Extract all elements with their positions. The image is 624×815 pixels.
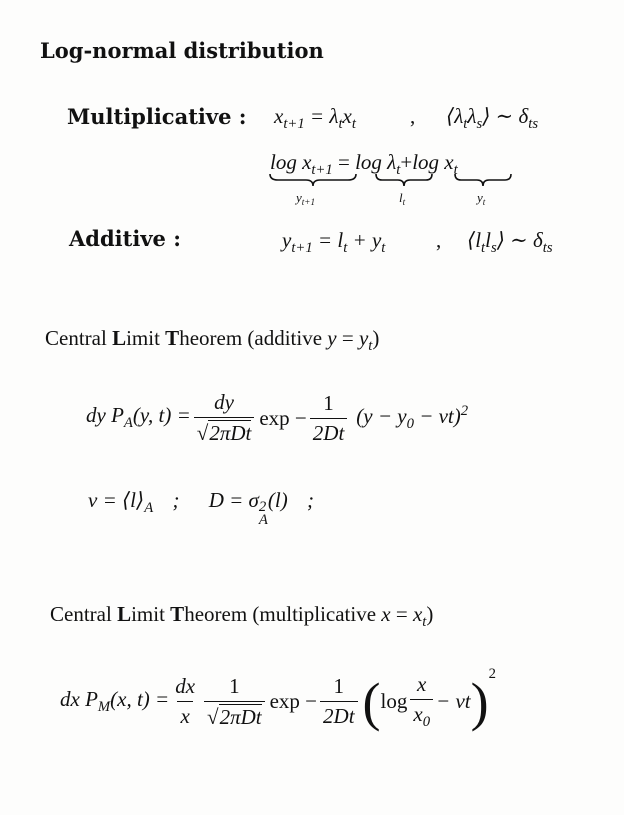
fraction-one-over-2dt-m: $\frac{1}{2Dt}$ (320, 674, 358, 729)
underbrace-label-2: $l_t$ (399, 190, 406, 208)
additive-separator: , (436, 228, 442, 252)
additive-correlation: $⟨l_tl_s⟩$ ∼ $\delta_{ts}$ (467, 228, 553, 257)
additive-label: Additive : (69, 226, 181, 251)
fraction-dy: $\frac{dy}{\text{√2πDt}}$ (194, 390, 255, 446)
additive-equation: $y_{t+1} = l_t + y_t$ (282, 228, 386, 257)
fraction-x-over-x0: $\frac{x}{x_0}$ (410, 672, 433, 731)
multiplicative-correlation: $⟨\lambda_t\lambda_s⟩$ ∼ $\delta_{ts}$ (446, 104, 539, 133)
clt-additive-equation: dy $P_A(y$, t) = $\frac{dy}{\text{√2πDt}}$ exp − $\frac{1}{2Dt}$ $(y - y_0 - vt)^2$ (86, 390, 469, 445)
clt-additive-params: $v = ⟨l⟩_A$ ; D = σ 2 A (l) ; (88, 488, 314, 528)
fraction-one-over-sqrt: $\frac{1}{\text{√2πDt}}$ (204, 674, 265, 730)
log-equation: $\log x_{t+1} = \log \lambda_t+\log$ $x_t$ (270, 150, 458, 179)
clt-multiplicative-heading: Central Limit Theorem (multiplicative $x = x_t$) (50, 602, 434, 631)
clt-multiplicative-equation: dx $P_M(x$, t) = $\frac{dx}{x}$ $\frac{1}{\text{√2πDt}}$ exp − $\frac{1}{2Dt}$ ( log $\frac{x}{x_0}$ − vt ) 2 (60, 666, 496, 732)
multiplicative-equation: $x_{t+1} = \lambda_tx_t$ (274, 104, 356, 133)
page-title: Log-normal distribution (40, 38, 324, 63)
underbrace-label-1: $y_{t+1}$ (296, 190, 315, 208)
underbrace-2 (374, 172, 434, 188)
fraction-one-over-2dt: $\frac{1}{2Dt}$ (310, 391, 348, 446)
clt-additive-heading: Central Limit Theorem (additive $y = y_t$) (45, 326, 380, 355)
fraction-dx-over-x: $\frac{dx}{x}$ (175, 674, 196, 729)
underbrace-label-3: $y_t$ (477, 190, 486, 208)
underbrace-3 (453, 172, 513, 188)
multiplicative-separator: , (410, 104, 416, 128)
underbrace-1 (268, 172, 358, 188)
multiplicative-label: Multiplicative : (67, 104, 247, 129)
